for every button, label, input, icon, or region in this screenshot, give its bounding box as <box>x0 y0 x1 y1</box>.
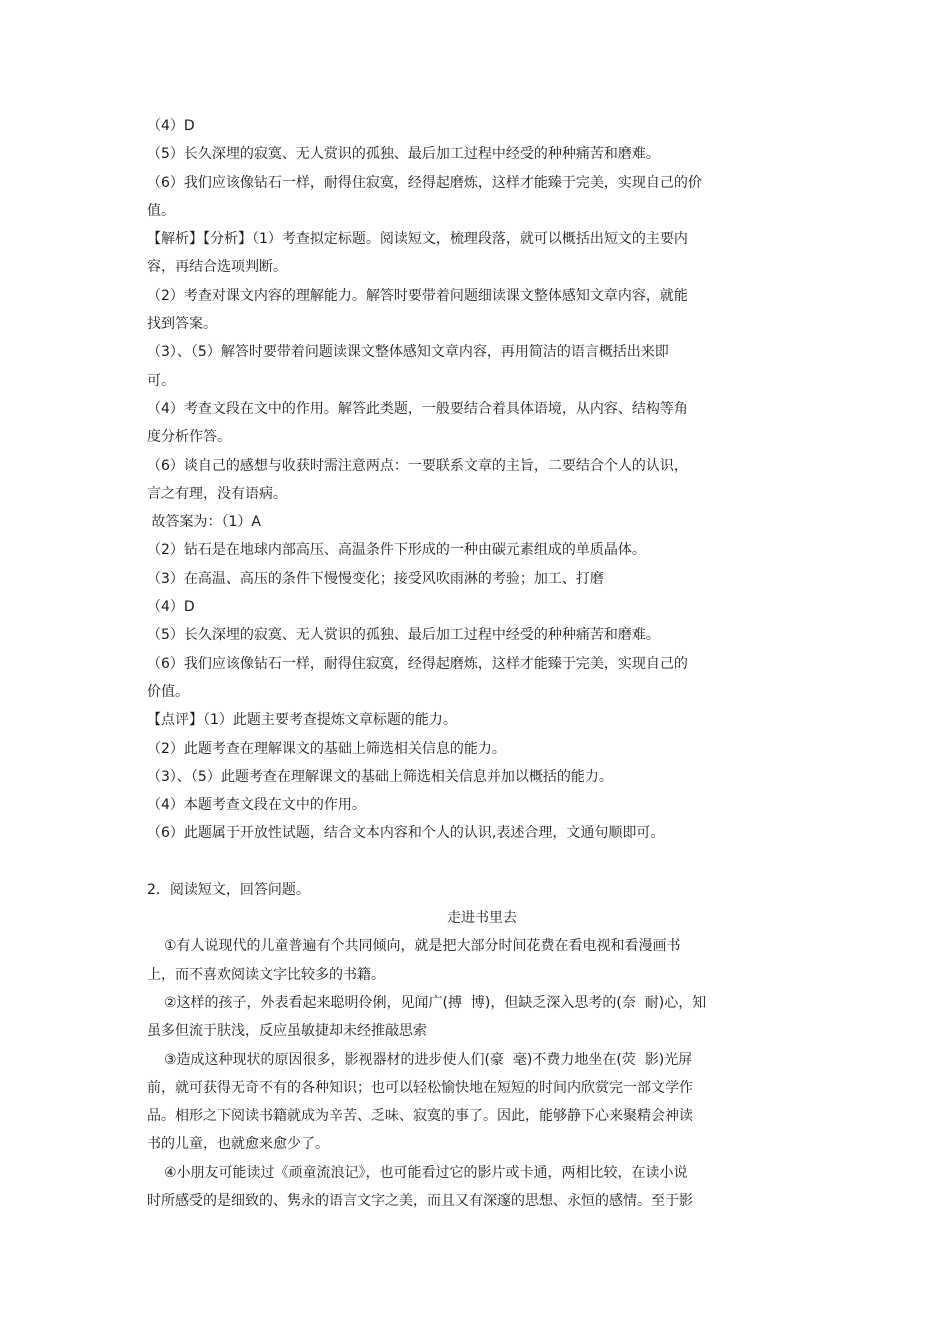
review-line: （3）、（5）此题考查在理解课文的基础上筛选相关信息并加以概括的能力。 <box>147 768 613 785</box>
answer-line: （6）我们应该像钻石一样，耐得住寂寞，经得起磨炼，这样才能臻于完美，实现自己的价 <box>147 174 702 191</box>
final-answer-line: （2）钻石是在地球内部高压、高温条件下形成的一种由碳元素组成的单质晶体。 <box>147 542 646 559</box>
analysis-line: （3）、（5）解答时要带着问题读课文整体感知文章内容，再用简洁的语言概括出来即 <box>147 344 669 361</box>
passage-line: ③造成这种现状的原因很多，影视器材的进步使人们(豪 毫)不费力地坐在(荧 影)光屏 <box>164 1051 693 1068</box>
final-answer-line: 故答案为：（1）A <box>147 514 261 531</box>
final-answer-line: （5）长久深埋的寂寞、无人赏识的孤独、最后加工过程中经受的种种痛苦和磨难。 <box>147 627 660 644</box>
analysis-line: 可。 <box>147 372 175 389</box>
answer-line: 值。 <box>147 202 175 219</box>
passage-line: 上，而不喜欢阅读文字比较多的书籍。 <box>147 966 385 983</box>
review-line: 【点评】（1）此题主要考查提炼文章标题的能力。 <box>147 712 457 729</box>
analysis-line: （4）考查文段在文中的作用。解答此类题，一般要结合着具体语境，从内容、结构等角 <box>147 400 688 417</box>
analysis-line: 找到答案。 <box>147 316 217 333</box>
review-line: （6）此题属于开放性试题，结合文本内容和个人的认识,表述合理，文通句顺即可。 <box>147 825 665 842</box>
section-spacer <box>147 848 817 876</box>
analysis-line: 容，再结合选项判断。 <box>147 259 287 276</box>
passage-line: ④小朋友可能读过《顽童流浪记》，也可能看过它的影片或卡通，两相比较，在读小说 <box>164 1164 688 1181</box>
question-heading: 2．阅读短文，回答问题。 <box>147 881 310 898</box>
analysis-line: （6）谈自己的感想与收获时需注意两点：一要联系文章的主旨，二要结合个人的认识， <box>147 457 688 474</box>
answer-line: （5）长久深埋的寂寞、无人赏识的孤独、最后加工过程中经受的种种痛苦和磨难。 <box>147 146 660 163</box>
review-line: （4）本题考查文段在文中的作用。 <box>147 797 366 814</box>
passage-line: 时所感受的是细致的、隽永的语言文字之美，而且又有深邃的思想、永恒的感情。至于影 <box>147 1192 693 1209</box>
analysis-line: 【解析】【分析】（1）考查拟定标题。阅读短文，梳理段落，就可以概括出短文的主要内 <box>147 231 688 248</box>
final-answer-line: （3）在高温、高压的条件下慢慢变化；接受风吹雨淋的考验；加工、打磨 <box>147 570 604 587</box>
passage-title: 走进书里去 <box>447 910 517 927</box>
passage-line: 前，就可获得无奇不有的各种知识；也可以轻松愉快地在短短的时间内欣赏完一部文学作 <box>147 1079 693 1096</box>
final-answer-line: （4）D <box>147 599 195 616</box>
passage-line: ②这样的孩子，外表看起来聪明伶俐，见闻广(搏 博)，但缺乏深入思考的(奈 耐)心，知 <box>164 994 707 1011</box>
answer-line: （4）D <box>147 118 195 134</box>
analysis-line: （2）考查对课文内容的理解能力。解答时要带着问题细读课文整体感知文章内容，就能 <box>147 287 688 304</box>
review-line: （2）此题考查在理解课文的基础上筛选相关信息的能力。 <box>147 740 506 757</box>
passage-line: 虽多但流于肤浅，反应虽敏捷却未经推敲思索 <box>147 1023 427 1040</box>
final-answer-line: （6）我们应该像钻石一样，耐得住寂寞，经得起磨炼，这样才能臻于完美，实现自己的 <box>147 655 688 672</box>
document-body <box>147 112 817 1215</box>
analysis-line: 度分析作答。 <box>147 429 231 446</box>
passage-line: 书的儿童，也就愈来愈少了。 <box>147 1136 329 1153</box>
analysis-line: 言之有理，没有语病。 <box>147 485 287 502</box>
passage-line: 品。相形之下阅读书籍就成为辛苦、乏味、寂寞的事了。因此，能够静下心来聚精会神读 <box>147 1108 693 1125</box>
final-answer-line: 价值。 <box>147 683 189 700</box>
passage-line: ①有人说现代的儿童普遍有个共同倾向，就是把大部分时间花费在看电视和看漫画书 <box>164 938 681 955</box>
